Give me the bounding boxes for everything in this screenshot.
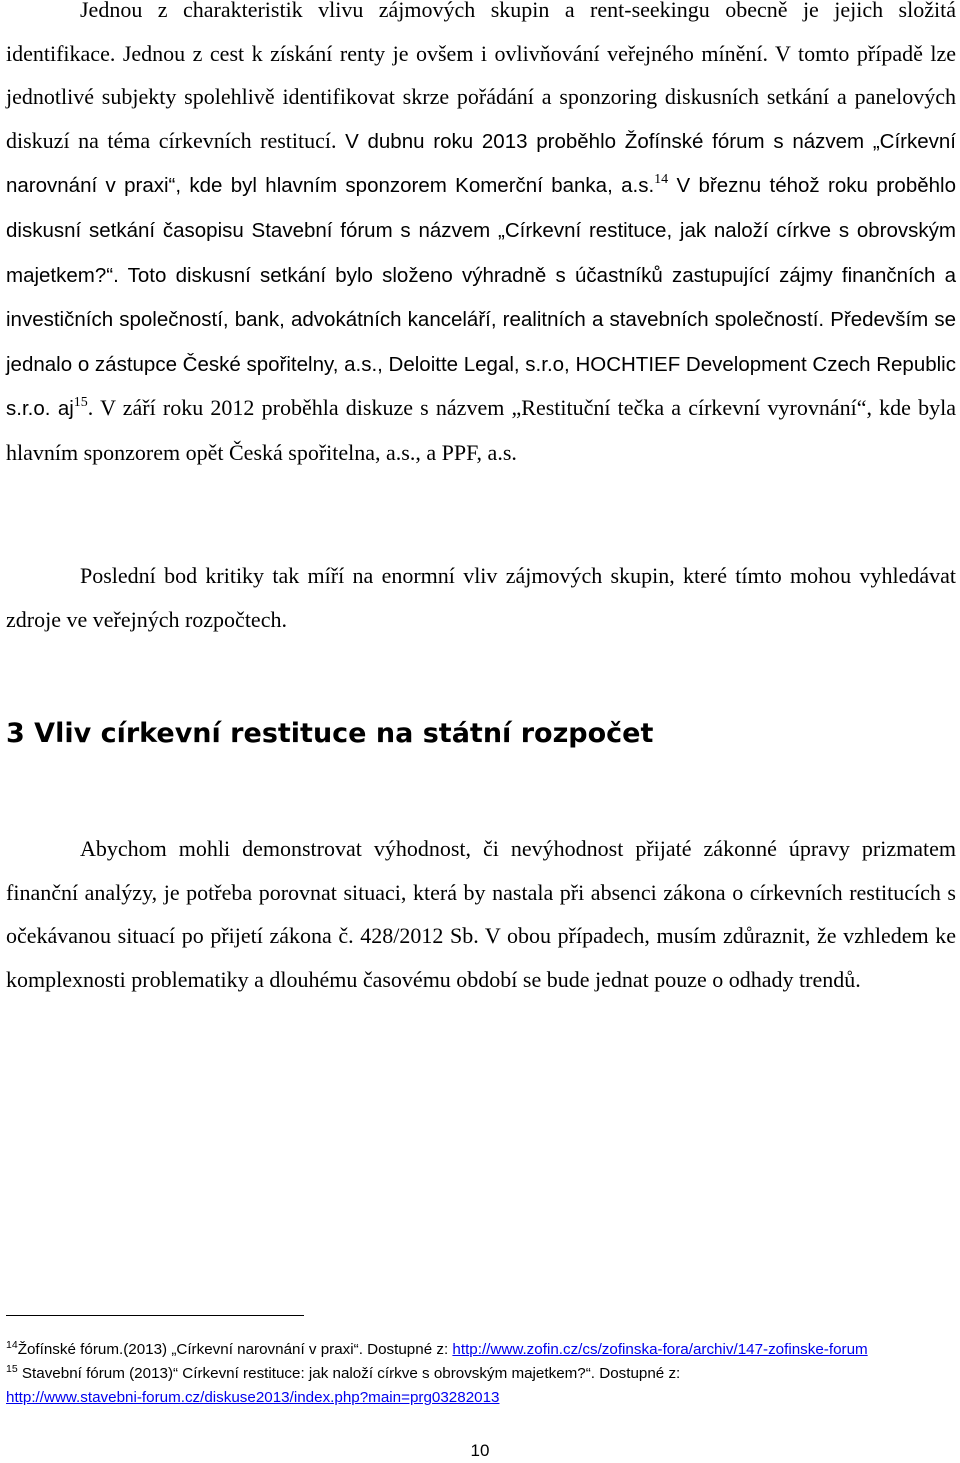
footnote-separator	[6, 1315, 304, 1316]
footnote-15	[6, 1362, 956, 1410]
footnote-link[interactable]: http://www.stavebni-forum.cz/diskuse2013/index.php?main=prg03282013	[6, 1389, 500, 1406]
chapter-heading: 3 Vliv církevní restituce na státní rozpočet	[6, 718, 654, 749]
paragraph-criticism: Poslední bod kritiky tak míří na enormní vliv zájmových skupin, které tímto mohou vyhledávat zdroje ve veřejných rozpočtech.	[6, 563, 956, 632]
paragraph-text: . V září roku 2012 proběhla diskuze s názvem „Restituční tečka a církevní vyrovnání“, kde byla hlavním sponzorem opět Česká spořitelna, a.s., a PPF, a.s.	[6, 395, 956, 465]
footnote-ref-15[interactable]: 15	[73, 395, 88, 411]
footnote-text: Žofínské fórum.(2013) „Církevní narovnání v praxi“. Dostupné z:	[17, 1341, 453, 1358]
footnote-number: 15	[6, 1363, 18, 1376]
paragraph-analysis-intro: Abychom mohli demonstrovat výhodnost, či nevýhodnost přijaté zákonné úpravy prizmatem finanční analýzy, je potřeba porovnat situaci, která by nastala při absenci zákona o církevních restitucích s očekávanou situací po přijetí zákona č. 428/2012 Sb. V obou případech, musím zdůraznit, že vzhledem ke komplexnosti problematiky a dlouhému časovému období se bude jednat pouze o odhady trendů.	[6, 836, 956, 992]
footnote-text: Stavební fórum (2013)“ Církevní restituce: jak naloží církve s obrovským majetkem?“. Dostupné z:	[17, 1365, 681, 1382]
footnote-number: 14	[6, 1339, 18, 1352]
paragraph-interest-groups	[6, 0, 956, 475]
paragraph-text-sans: V březnu téhož roku proběhlo diskusní setkání časopisu Stavební fórum s názvem „Církevní restituce, jak naloží církve s obrovským majetkem?“. Toto diskusní setkání bylo složeno výhradně s účastníků zastupující zájmy finančních a investičních společností, bank, advokátních kanceláří, realitních a stavebních společností. Především se jednalo o zástupce České spořitelny, a.s., Deloitte Legal, s.r.o, HOCHTIEF Development Czech Republic s.r.o. aj	[6, 174, 956, 421]
paragraph-text: Jednou z charakteristik vlivu zájmových skupin a rent-seekingu obecně je jejich složitá identifikace. Jednou z cest k získání renty je ovšem i ovlivňování veřejného mínění. V tomto případě lze jednotlivé subjekty spolehlivě identifikovat skrze pořádání a sponzoring diskusních setkání a panelových diskuzí na téma církevních restitucí.	[6, 0, 956, 153]
paragraph-text-sans: V dubnu roku 2013 proběhlo Žofínské fórum s názvem „Církevní narovnání v praxi“, kde byl hlavním sponzorem Komerční banka, a.s.	[6, 129, 956, 198]
footnotes	[6, 1338, 956, 1410]
footnote-14	[6, 1338, 956, 1362]
footnote-link[interactable]: http://www.zofin.cz/cs/zofinska-fora/archiv/147-zofinske-forum	[452, 1341, 868, 1358]
footnote-ref-14[interactable]: 14	[654, 172, 669, 188]
page-number: 10	[470, 1441, 490, 1460]
